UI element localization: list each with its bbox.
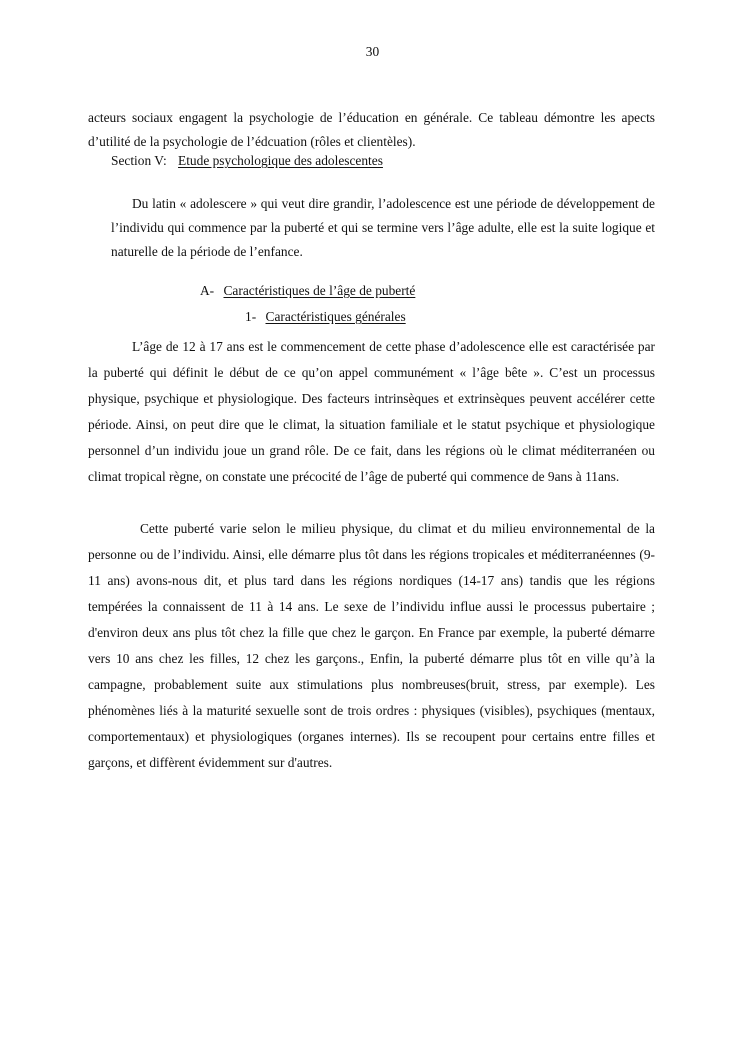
subsection-1-label: 1-	[245, 309, 257, 324]
subsection-a-label: A-	[200, 283, 215, 298]
subsection-1-title: Caractéristiques générales	[265, 309, 406, 324]
subsection-1-heading	[245, 309, 406, 325]
section-label: Section V:	[111, 153, 167, 168]
page-number: 30	[365, 44, 380, 59]
section-title: Etude psychologique des adolescentes	[178, 153, 383, 168]
paragraph-general-characteristics: L’âge de 12 à 17 ans est le commencement de cette phase d’adolescence elle est caractérisée par la puberté qui définit le début de ce qu’on appel communément « l’âge bête ». C’est un processus physique, psychique et physiologique. Des facteurs intrinsèques et extrinsèques peuvent accélérer cette période. Ainsi, on peut dire que le climat, la situation familiale et le statut psychique et physiologique personnel d’un individu joue un grand rôle. De ce fait, dans les régions où le climat méditerranéen ou climat tropical règne, on constate une précocité de l’âge de puberté qui commence de 9ans à 11ans.	[88, 339, 655, 484]
subsection-a-title: Caractéristiques de l’âge de puberté	[223, 283, 416, 298]
paragraph-intro-continuation: acteurs sociaux engagent la psychologie de l’éducation en générale. Ce tableau démontre les apects d’utilité de la psychologie de l’édcuation (rôles et clientèles).	[88, 110, 655, 149]
section-heading	[111, 153, 383, 169]
paragraph-puberty-variation: Cette puberté varie selon le milieu physique, du climat et du milieu environnemental de la personne ou de l’individu. Ainsi, elle démarre plus tôt dans les régions tropicales et méditerranéennes (9-11 ans) avons-nous dit, et plus tard dans les régions nordiques (14-17 ans) tandis que les régions tempérées la connaissent de 11 à 14 ans. Le sexe de l’individu influe aussi le processus pubertaire ; d'environ deux ans plus tôt chez la fille que chez le garçon. En France par exemple, la puberté démarre vers 10 ans chez les filles, 12 chez les garçons., Enfin, la puberté démarre plus tôt en ville qu’à la campagne, probablement suite aux stimulations plus nombreuses(bruit, stress, par exemple). Les phénomènes liés à la maturité sexuelle sont de trois ordres : physiques (visibles), psychiques (mentaux, comportementaux) et physiologiques (organes internes). Ils se recoupent pour certains entre filles et garçons, et diffèrent évidemment sur d'autres.	[88, 521, 655, 770]
subsection-a-heading	[200, 283, 415, 299]
paragraph-adolescence-definition: Du latin « adolescere » qui veut dire grandir, l’adolescence est une période de développement de l’individu qui commence par la puberté et qui se termine vers l’âge adulte, elle est la suite logique et naturelle de la période de l’enfance.	[111, 196, 655, 259]
